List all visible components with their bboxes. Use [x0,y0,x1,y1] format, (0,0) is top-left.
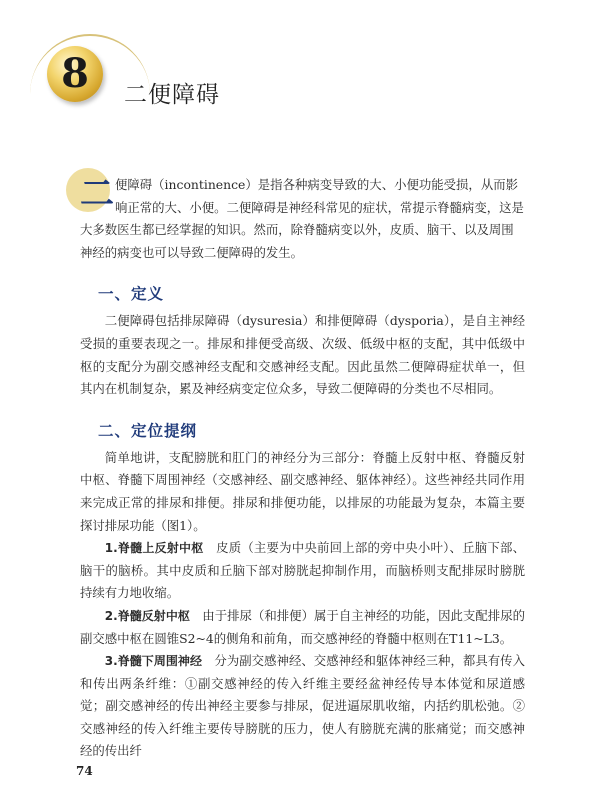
chapter-title: 二便障碍 [124,82,220,108]
chapter-number-badge [47,46,103,102]
paragraph [80,447,525,537]
paragraph-text: 分为副交感神经、交感神经和躯体神经三种，都具有传入和传出两条纤维：①副交感神经的传入纤维主要经盆神经传导本体觉和尿道感觉；副交感神经的传出神经主要参与排尿，促进逼尿肌收缩，内括约肌松弛。②交感神经的传入纤维主要传导膀胱的压力，使人有膀胱充满的胀痛觉；而交感神经的传出纤 [80,653,525,759]
paragraph-text: 二便障碍包括排尿障碍（dysuresia）和排便障碍（dysporia），是自主神经受损的重要表现之一。排尿和排便受高级、次级、低级中枢的支配，其中低级中枢的支配分为副交感神经支配和交感神经支配。因此虽然二便障碍症状单一，但其内在机制复杂，累及神经病变定位众多，导致二便障碍的分类也不尽相同。 [80,313,525,397]
main-content [80,174,525,763]
intro-text: 便障碍（incontinence）是指各种病变导致的大、小便功能受损，从而影响正常的大、小便。二便障碍是神经科常见的症状，常提示脊髓病变，这是大多数医生都已经掌握的知识。然而，除脊髓病变以外，皮质、脑干、以及周围神经的病变也可以导致二便障碍的发生。 [80,177,524,260]
section-title-localization: 二、定位提纲 [98,421,198,440]
paragraph-text: 简单地讲，支配膀胱和肛门的神经分为三部分：脊髓上反射中枢、脊髓反射中枢、脊髓下周围神经（交感神经、副交感神经、躯体神经）。这些神经共同作用来完成正常的排尿和排便。排尿和排便功能，以排尿的功能最为复杂，本篇主要探讨排尿功能（图1）。 [80,449,525,533]
paragraph-lead: 3.脊髓下周围神经 [104,654,202,669]
chapter-number: 8 [61,50,89,97]
paragraph [80,605,525,650]
paragraph-lead: 2.脊髓反射中枢 [104,608,190,623]
paragraph [80,310,525,400]
dropcap: 二 [80,174,114,214]
section-title-definition: 一、定义 [98,285,165,304]
paragraph-text: 由于排尿（和排便）属于自主神经的功能，因此支配排尿的副交感中枢在圆锥S2~4的侧角和前角，而交感神经的脊髓中枢则在T11~L3。 [80,607,526,646]
intro-paragraph [80,174,525,264]
paragraph-text: 皮质（主要为中央前回上部的旁中央小叶）、丘脑下部、脑干的脑桥。其中皮质和丘脑下部对膀胱起抑制作用，而脑桥则支配排尿时膀胱持续有力地收缩。 [80,540,525,601]
page-number: 74 [76,764,93,778]
paragraph [80,650,525,763]
paragraph [80,537,525,605]
paragraph-lead: 1.脊髓上反射中枢 [104,541,204,556]
